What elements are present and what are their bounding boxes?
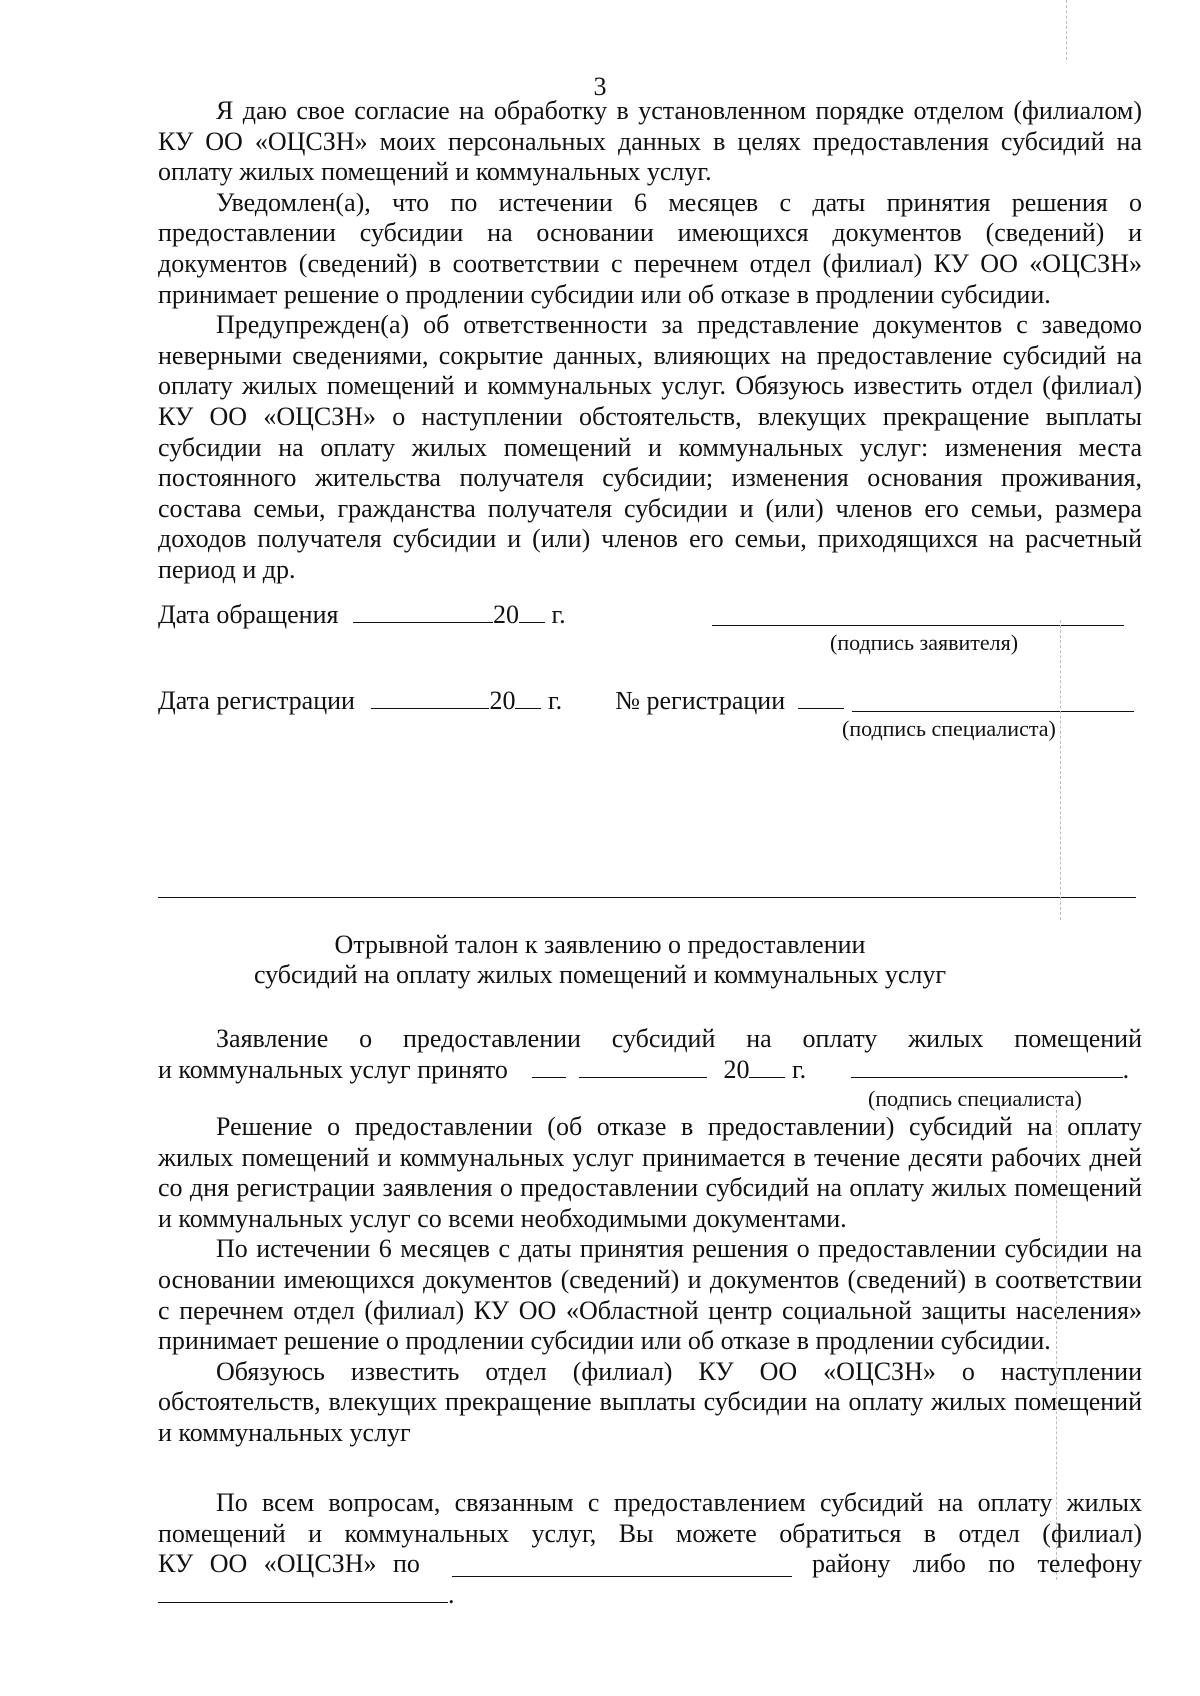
year-prefix: 20 [489, 686, 516, 715]
accepted-line1-block [158, 1024, 1142, 1055]
tear-off-info-block [158, 1112, 1142, 1449]
year-blank[interactable] [519, 600, 545, 623]
accepted-day-blank[interactable] [532, 1055, 566, 1078]
contact-line2: помещений и коммунальных услуг, Вы можете обратиться в отдел (филиал) [158, 1518, 1142, 1548]
specialist-signature-blank[interactable] [851, 1055, 1123, 1078]
year-blank[interactable] [749, 1055, 785, 1078]
accepted-month-blank[interactable] [579, 1055, 707, 1078]
contact-line3-prefix: КУ ОО «ОЦСЗН» по [158, 1549, 420, 1578]
warning-paragraph: Предупрежден(а) об ответственности за представление документов с заведомо неверными сведениями, сокрытие данных, влияющих на предоставление субсидий на оплату жилых помещений и коммунальных услуг. Обязуюсь известить отдел (филиал) КУ ОО «ОЦСЗН» о наступлении обстоятельств, влекущих прекращение выплаты субсидии на оплату жилых помещений и коммунальных услуг: изменения места постоянного жительства получателя субсидии; изменения основания проживания, состава семьи, гражданства получателя субсидии и (или) членов его семьи, размера доходов получателя субсидии и (или) членов его семьи, приходящихся на расчетный период и др. [158, 310, 1142, 584]
tear-off-specialist-caption: (подпись специалиста) [868, 1086, 1082, 1111]
year-suffix: г. [791, 1055, 807, 1084]
tear-off-separator [158, 897, 1136, 898]
expiry-paragraph: По истечении 6 месяцев с даты принятия решения о предоставлении субсидии на основании имеющихся документов (сведений) и документов (сведений) в соответствии с перечнем отдел (филиал) КУ ОО «Областной центр социальной защиты населения» принимает решение о продлении субсидии или об отказе в продлении субсидии. [158, 1234, 1142, 1356]
district-blank[interactable] [452, 1576, 792, 1577]
date-registration-blank[interactable] [371, 686, 489, 709]
date-appeal-label: Дата обращения [158, 600, 339, 629]
page-number: 3 [593, 72, 607, 101]
registration-number-blank[interactable] [798, 686, 844, 709]
contact-end-dot: . [448, 1580, 455, 1609]
registration-number-label: № регистрации [615, 686, 786, 715]
decision-paragraph: Решение о предоставлении (об отказе в предоставлении) субсидий на оплату жилых помещений и коммунальных услуг принимается в течение десяти рабочих дней со дня регистрации заявления о предоставлении субсидий на оплату жилых помещений и коммунальных услуг со всеми необходимыми документами. [158, 1112, 1142, 1233]
contact-line1: По всем вопросам, связанным с предоставлением субсидий на оплату жилых [216, 1488, 1142, 1517]
specialist-signature-line[interactable] [852, 711, 1134, 712]
applicant-signature-caption: (подпись заявителя) [830, 630, 1019, 655]
date-appeal-row [158, 600, 566, 630]
year-prefix: 20 [492, 600, 519, 629]
tear-off-title-line2: субсидий на оплату жилых помещений и коммунальных услуг [253, 960, 947, 989]
accepted-line2-prefix: и коммунальных услуг принято [158, 1055, 508, 1084]
date-registration-row [158, 686, 844, 716]
consent-block [158, 96, 1142, 586]
phone-blank[interactable] [158, 1580, 448, 1603]
year-suffix: г. [547, 686, 563, 715]
contact-line4-row [158, 1580, 455, 1610]
contact-line3-suffix: району либо по телефону [812, 1549, 1142, 1578]
contact-line3-row [158, 1549, 420, 1579]
specialist-signature-caption: (подпись специалиста) [842, 716, 1056, 741]
date-registration-label: Дата регистрации [158, 686, 355, 715]
accepted-line2-row [158, 1055, 1129, 1085]
contact-block [158, 1488, 1142, 1549]
consent-paragraph: Я даю свое согласие на обработку в установленном порядке отделом (филиалом) КУ ОО «ОЦСЗН» моих персональных данных в целях предоставления субсидий на оплату жилых помещений и коммунальных услуг. [158, 96, 1142, 187]
obligation-paragraph: Обязуюсь известить отдел (филиал) КУ ОО «ОЦСЗН» о наступлении обстоятельств, влекущих прекращение выплаты субсидии на оплату жилых помещений и коммунальных услуг [158, 1356, 1142, 1447]
accepted-line1: Заявление о предоставлении субсидий на оплату жилых помещений [216, 1024, 1142, 1053]
year-prefix: 20 [723, 1055, 750, 1084]
scan-artifact [1056, 1100, 1057, 1580]
year-suffix: г. [551, 600, 566, 629]
scan-artifact [1060, 620, 1061, 920]
notification-paragraph: Уведомлен(а), что по истечении 6 месяцев с даты принятия решения о предоставлении субсидии на основании имеющихся документов (сведений) и документов (сведений) в соответствии с перечнем отдел (филиал) КУ ОО «ОЦСЗН» принимает решение о продлении субсидии или об отказе в продлении субсидии. [158, 187, 1142, 309]
applicant-signature-line[interactable] [712, 625, 1124, 626]
tear-off-title-line1: Отрывной талон к заявлению о предоставлении [334, 930, 866, 959]
end-dot: . [1122, 1055, 1130, 1084]
year-blank[interactable] [515, 686, 541, 709]
date-appeal-blank[interactable] [353, 600, 493, 623]
scan-artifact [1066, 0, 1067, 60]
